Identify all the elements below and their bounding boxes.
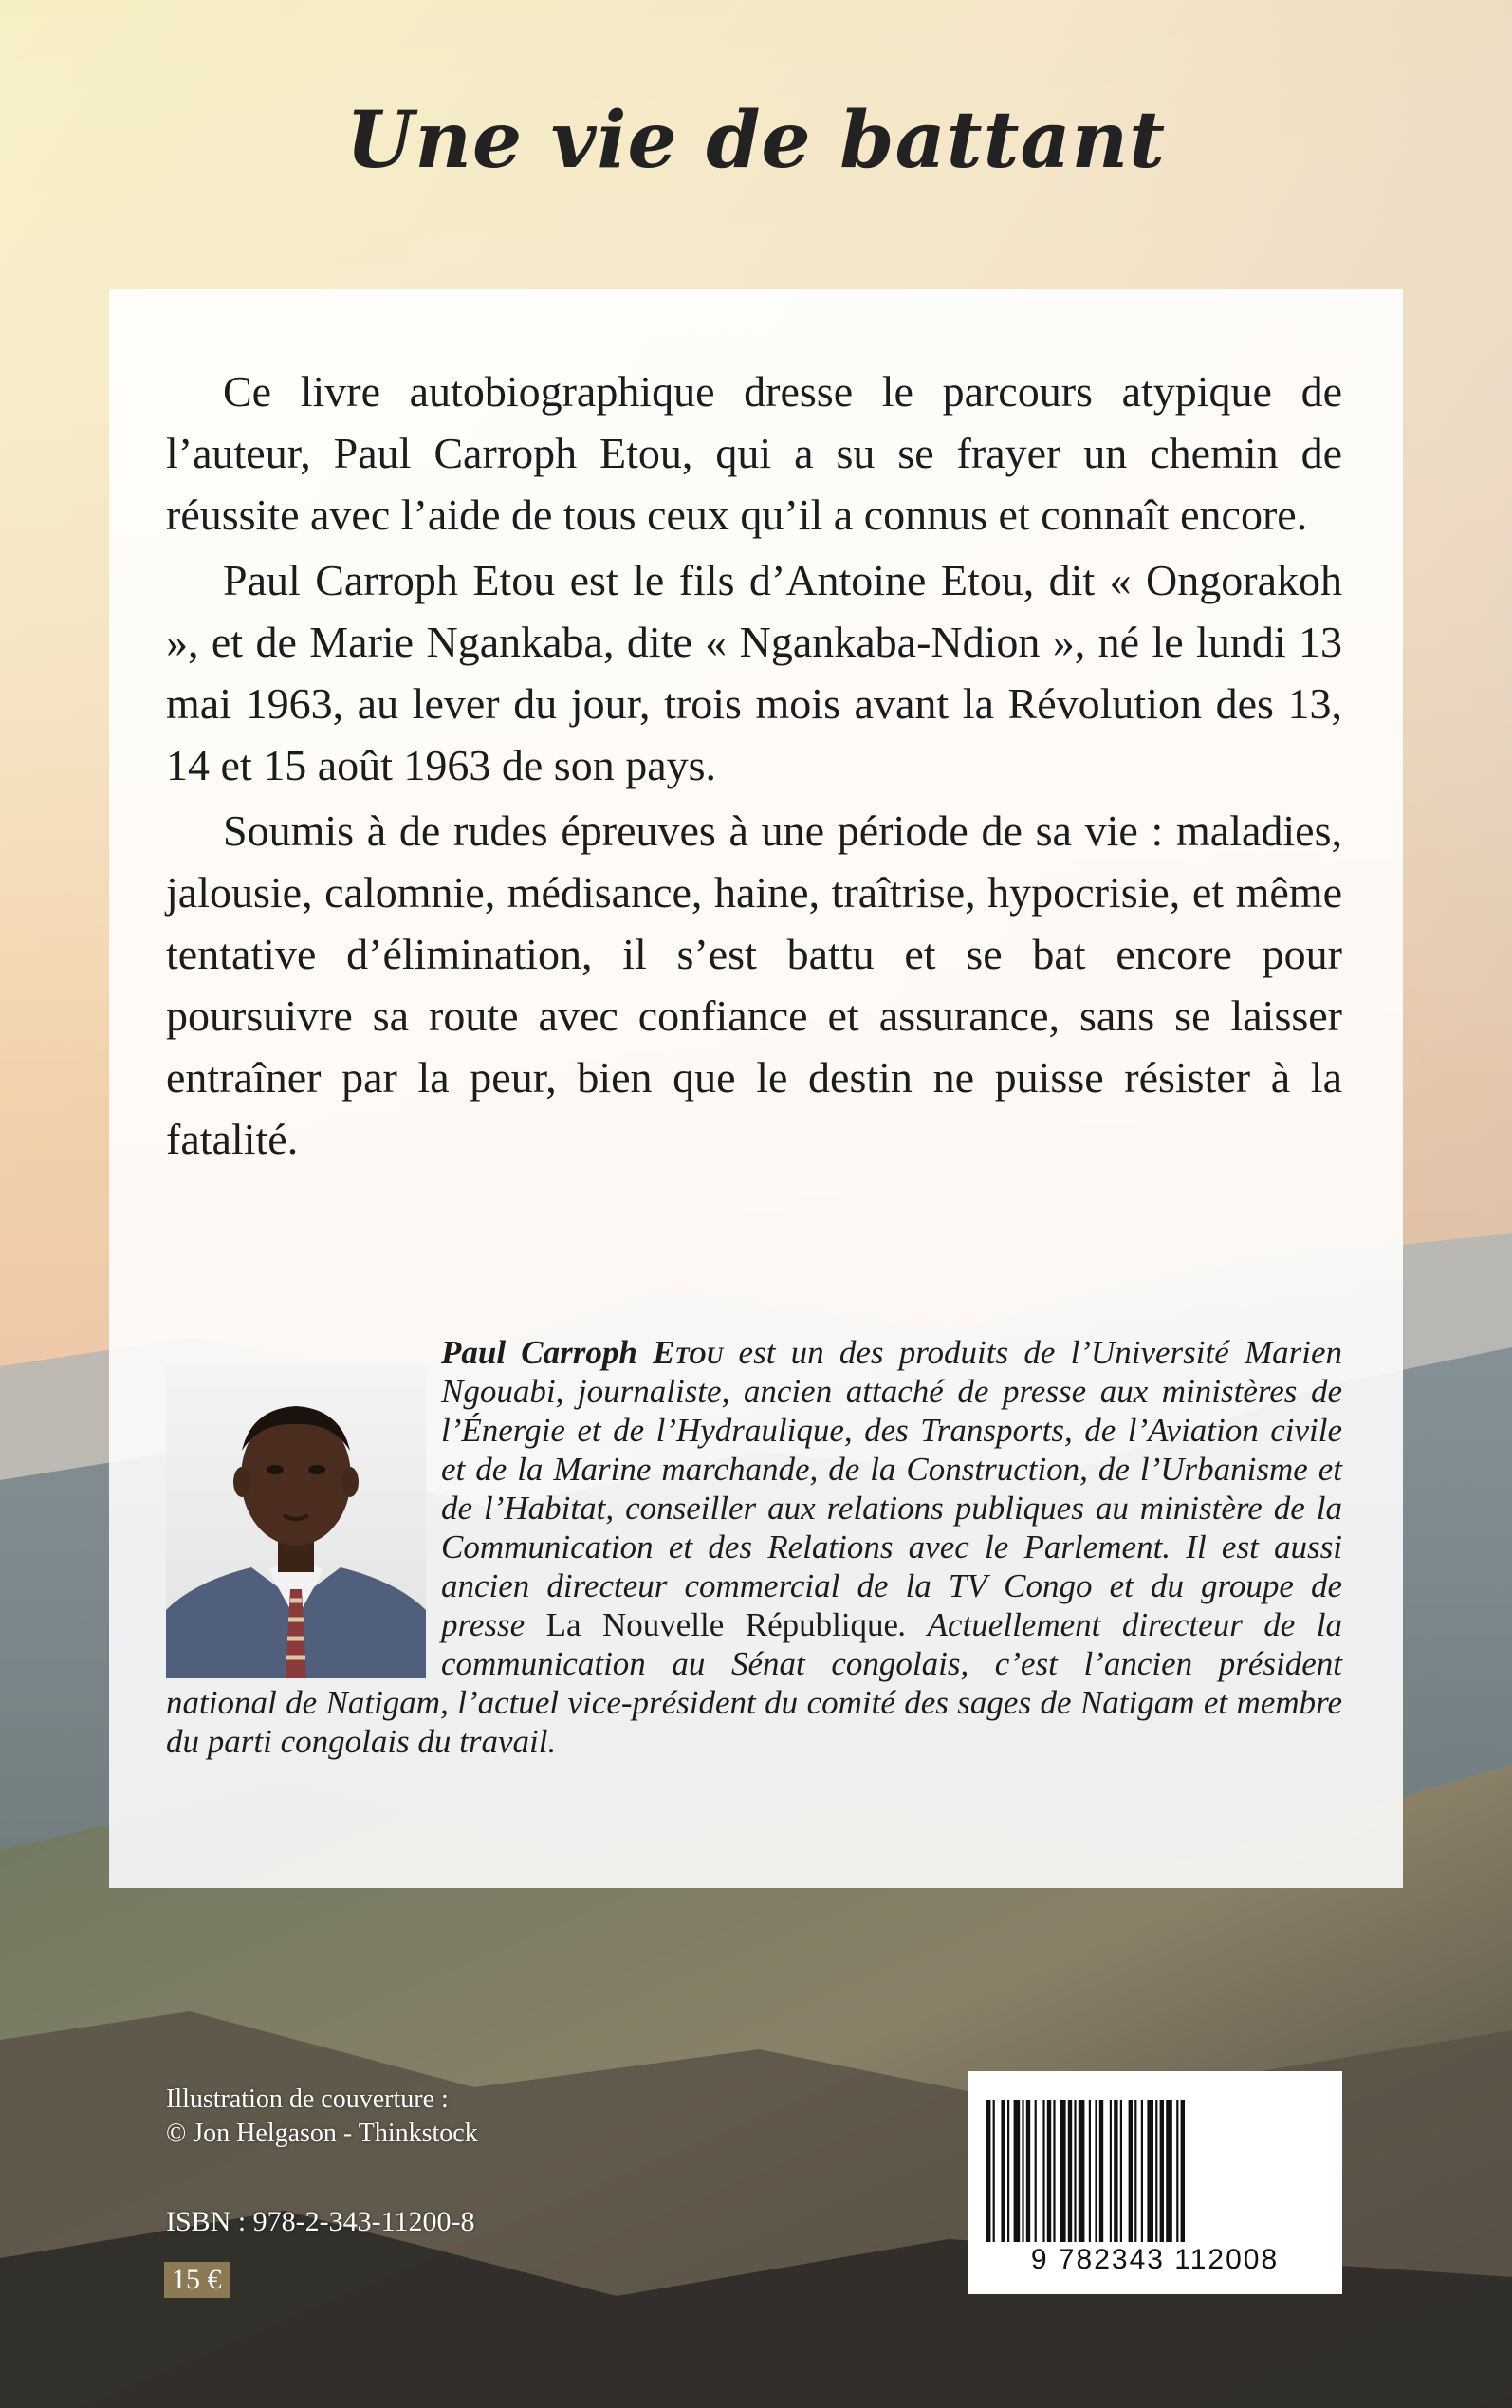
cover-illustration-credit <box>166 2083 478 2151</box>
summary-paragraph: Soumis à de rudes épreuves à une période de sa vie : maladies, jalousie, calomnie, médisance, haine, traîtrise, hypocrisie, et même tentative d’élimination, il s’est battu et se bat encore pour poursuivre sa route avec confiance et assurance, sans se laisser entraîner par la peur, bien que le destin ne puisse résister à la fatalité. <box>166 806 1342 1163</box>
barcode <box>968 2071 1342 2294</box>
book-summary <box>166 361 1342 1174</box>
author-bio-text-1: est un des produits de l’Université Marien Ngouabi, journaliste, ancien attaché de presse aux ministères de l’Énergie et de l’Hydraulique, des Transports, de l’Aviation civile et de la Marine marchande, de la Construction, de l’Urbanisme et de l’Habitat, conseiller aux relations publiques au ministère de la Communication et des Relations avec le Parlement. Il est aussi ancien directeur commercial de la TV Congo et du groupe de presse <box>441 1334 1343 1643</box>
barcode-bars <box>986 2100 1323 2242</box>
barcode-number: 9 782343 112008 <box>1030 2244 1280 2275</box>
isbn: ISBN : 978-2-343-11200-8 <box>166 2206 475 2237</box>
author-photo <box>166 1363 426 1678</box>
credit-author: © Jon Helgason - Thinkstock <box>166 2119 478 2148</box>
author-name: Paul Carroph <box>441 1334 637 1371</box>
author-surname: Etou <box>653 1334 724 1371</box>
author-bio-text-2: . Actuellement directeur de la communication au Sénat congolais, c’est l’ancien président national de Natigam, l’actuel vice-président du comité des sages de Natigam et membre du parti congolais du travail. <box>166 1606 1342 1760</box>
price-tag: 15 € <box>164 2262 230 2298</box>
back-cover-panel <box>109 289 1403 1888</box>
credit-label: Illustration de couverture : <box>166 2084 449 2114</box>
book-title: Une vie de battant <box>345 95 1167 186</box>
newspaper-name: La Nouvelle République <box>545 1606 899 1643</box>
summary-paragraph: Paul Carroph Etou est le fils d’Antoine Etou, dit « Ongorakoh », et de Marie Ngankaba, dite « Ngankaba-Ndion », né le lundi 13 mai 1963, au lever du jour, trois mois avant la Révolution des 13, 14 et 15 août 1963 de son pays. <box>166 556 1342 789</box>
summary-paragraph: Ce livre autobiographique dresse le parcours atypique de l’auteur, Paul Carroph Etou, qui a su se frayer un chemin de réussite avec l’aide de tous ceux qu’il a connus et connaît encore. <box>166 367 1342 539</box>
